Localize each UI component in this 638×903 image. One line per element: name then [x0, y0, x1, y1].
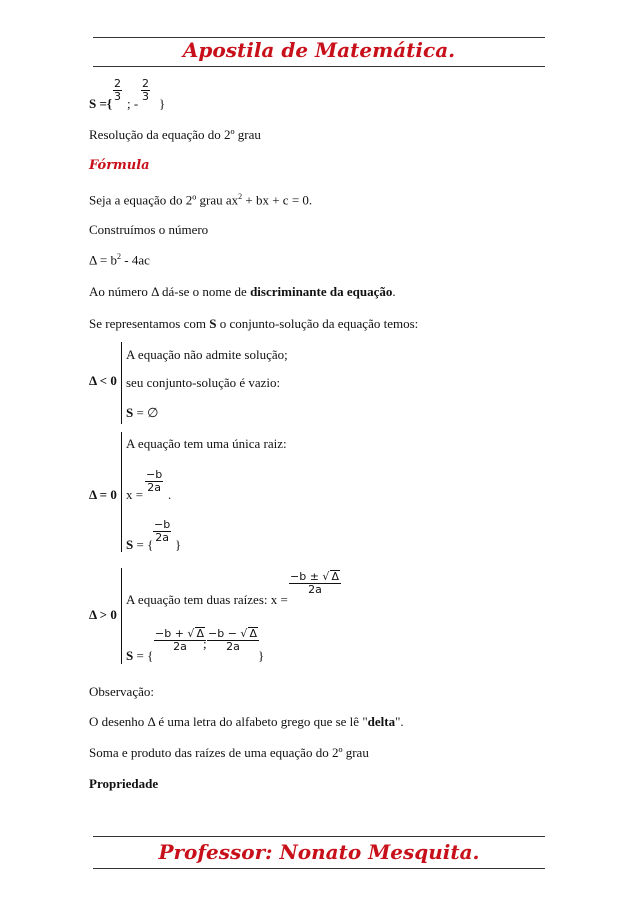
radicand: Δ — [331, 570, 339, 583]
text-delta-formula — [89, 252, 150, 268]
header-bottom-rule — [93, 66, 545, 67]
delta-formula-text: Δ = b — [89, 252, 117, 268]
page-header-title: Apostila de Matemática. — [182, 38, 456, 62]
period: . — [392, 284, 396, 299]
solution-set-label: S ={ — [89, 96, 113, 111]
fraction-root-plus — [154, 627, 206, 653]
case-zero-text-1: A equação tem uma única raiz: — [126, 436, 287, 451]
fraction-denominator: 2a — [289, 583, 341, 596]
case-neg-text-2: seu conjunto-solução é vazio: — [126, 375, 281, 390]
case-zero-x-label: x = — [126, 487, 144, 502]
fraction-denominator: 2a — [154, 640, 206, 653]
case-neg-solution — [126, 405, 158, 421]
case-zero-solution — [126, 537, 153, 553]
text-observacao: Observação: — [89, 684, 154, 699]
fraction-quadratic-formula — [289, 570, 341, 596]
solution-set-separator: ; - — [127, 96, 139, 111]
case-label-positive: Δ > 0 — [89, 607, 117, 622]
fraction-two-thirds — [113, 78, 122, 103]
exponent: 2 — [238, 192, 243, 201]
text-soma-produto: Soma e produto das raízes de uma equação do 2º grau — [89, 745, 369, 760]
conjunto-text-rest: o conjunto-solução da equação temos: — [216, 316, 419, 331]
delta-note-end: ". — [395, 714, 404, 729]
text-resolucao: Resolução da equação do 2º grau — [89, 127, 261, 142]
fraction-denominator: 2a — [145, 481, 163, 494]
case-bracket — [121, 432, 122, 552]
text-propriedade: Propriedade — [89, 776, 159, 791]
radicand: Δ — [249, 627, 257, 640]
case-bracket — [121, 568, 122, 664]
numerator-text: −b + — [155, 627, 188, 640]
fraction-numerator: 2 — [114, 77, 121, 90]
text-discriminante — [89, 284, 396, 300]
case-pos-set-close: } — [258, 648, 265, 663]
delta-note-text: O desenho Δ é uma letra do alfabeto grego que se lê " — [89, 714, 368, 729]
exponent: 2 — [116, 252, 121, 261]
fraction-denominator: 3 — [114, 90, 121, 103]
fraction-numerator: −b — [146, 468, 163, 481]
text-delta-note — [89, 714, 404, 730]
delta-word: delta — [367, 714, 396, 729]
symbol-s: S — [126, 537, 134, 552]
fraction-numerator: −b + √ Δ — [155, 627, 204, 640]
empty-set: = ∅ — [133, 405, 159, 420]
radicand: Δ — [196, 627, 204, 640]
case-zero-x-end: . — [168, 487, 172, 502]
fraction-numerator: −b — [154, 518, 171, 531]
numerator-text: −b ± — [290, 570, 323, 583]
fraction-numerator: −b ± √ Δ — [290, 570, 339, 583]
text-equation-intro — [89, 192, 312, 208]
case-bracket — [121, 342, 122, 424]
footer-top-rule — [93, 836, 545, 837]
equation-text-rest: + bx + c = 0. — [242, 192, 313, 208]
section-heading-formula: Fórmula — [89, 158, 150, 173]
set-open: = { — [133, 537, 154, 552]
conjunto-text: Se representamos com — [89, 316, 210, 331]
discriminante-text: Ao número Δ dá-se o nome de — [89, 284, 251, 299]
delta-formula-rest: - 4ac — [120, 252, 150, 268]
text-construimos: Construímos o número — [89, 222, 209, 237]
fraction-denominator: 3 — [142, 90, 149, 103]
symbol-s: S — [126, 405, 134, 420]
fraction-minus-b-over-2a — [145, 469, 163, 494]
fraction-numerator: 2 — [142, 77, 149, 90]
numerator-text: −b − — [208, 627, 241, 640]
text-conjunto-solucao — [89, 316, 418, 332]
equation-text: Seja a equação do 2º grau ax — [89, 192, 239, 208]
fraction-numerator: −b − √ Δ — [208, 627, 257, 640]
case-zero-set-close: } — [175, 537, 182, 552]
case-neg-text-1: A equação não admite solução; — [126, 347, 288, 362]
page-footer-title: Professor: Nonato Mesquita. — [158, 840, 480, 864]
case-pos-solution — [126, 648, 153, 664]
roots-separator: ; — [203, 636, 207, 651]
fraction-denominator: 2a — [153, 531, 171, 544]
symbol-s: S — [209, 316, 217, 331]
fraction-neg-two-thirds — [141, 78, 150, 103]
fraction-root-minus — [207, 627, 259, 653]
fraction-minus-b-over-2a — [153, 519, 171, 544]
case-pos-text-1: A equação tem duas raízes: x = — [126, 592, 288, 607]
case-label-negative: Δ < 0 — [89, 373, 117, 388]
footer-bottom-rule — [93, 868, 545, 869]
set-open: = { — [133, 648, 154, 663]
case-label-zero: Δ = 0 — [89, 487, 117, 502]
discriminante-term: discriminante da equação — [250, 284, 393, 299]
solution-set-close: } — [159, 96, 166, 111]
fraction-denominator: 2a — [207, 640, 259, 653]
symbol-s: S — [126, 648, 134, 663]
